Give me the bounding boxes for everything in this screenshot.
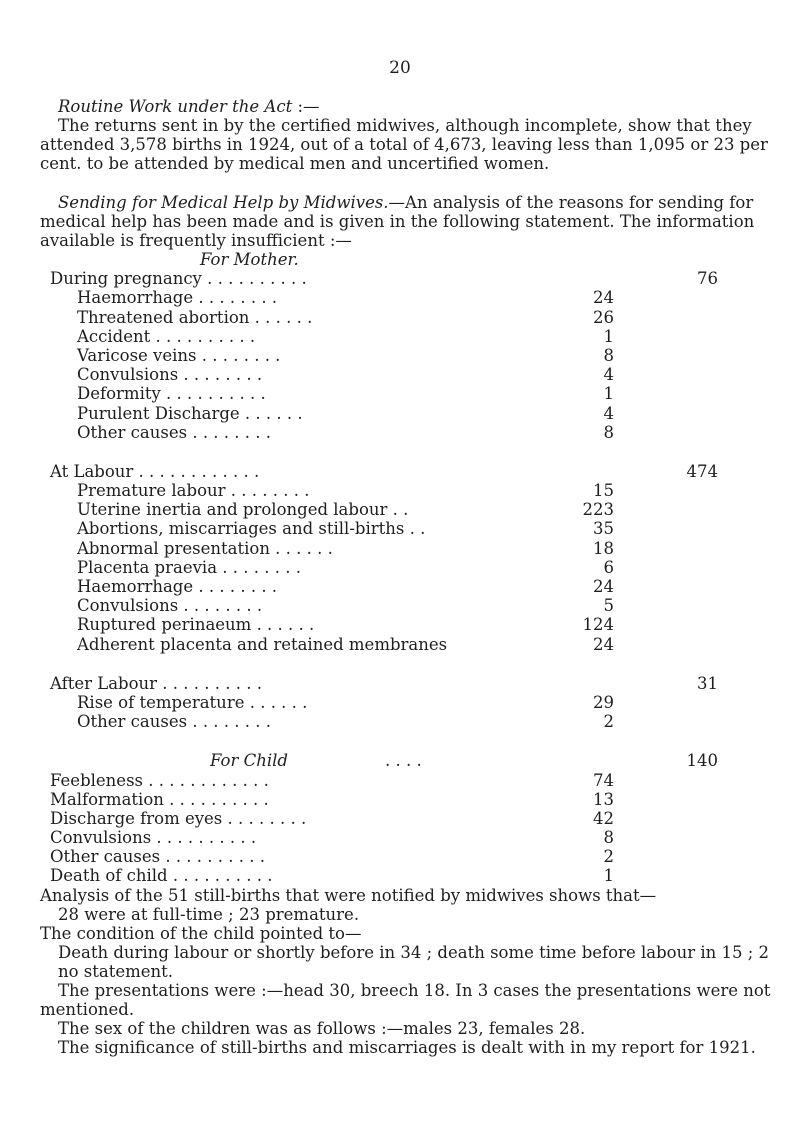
row-label: Other causes . . . . . . . . . . — [50, 847, 265, 867]
row-label: Threatened abortion . . . . . . — [77, 307, 313, 327]
spacer — [40, 654, 780, 674]
table-row — [40, 596, 780, 615]
table-row — [40, 771, 780, 790]
row-label: Abnormal presentation . . . . . . — [77, 538, 333, 558]
row-label: Other causes . . . . . . . . — [77, 712, 272, 732]
sending-heading: Sending for Medical Help by Midwives. — [58, 193, 389, 212]
table-row — [40, 866, 780, 885]
analysis-condition: The condition of the child pointed to— — [40, 923, 362, 943]
mother-table — [40, 250, 780, 886]
spacer — [40, 442, 780, 462]
table-row — [40, 519, 780, 538]
row-label: Haemorrhage . . . . . . . . — [77, 288, 278, 308]
table-row — [40, 384, 780, 403]
table-row — [40, 635, 780, 654]
row-label: Other causes . . . . . . . . — [77, 422, 272, 442]
group-label: At Labour . . . . . . . . . . . . — [50, 461, 260, 481]
row-value: 6 — [603, 557, 614, 577]
mother-heading: For Mother. — [200, 250, 299, 269]
row-label: Uterine inertia and prolonged labour . . — [77, 500, 409, 520]
row-value: 8 — [603, 345, 614, 365]
table-row — [40, 423, 780, 442]
row-value: 124 — [582, 615, 614, 635]
table-row — [40, 558, 780, 577]
row-value: 2 — [603, 712, 614, 732]
row-label: Accident . . . . . . . . . . — [77, 326, 256, 346]
row-value: 1 — [603, 326, 614, 346]
routine-heading: Routine Work under the Act — [58, 97, 293, 116]
analysis-intro: Analysis of the 51 still-births that were notified by midwives shows that— — [40, 885, 657, 905]
row-label: Feebleness . . . . . . . . . . . . — [50, 770, 269, 790]
row-value: 2 — [603, 847, 614, 867]
analysis-full-term: 28 were at full-time ; 23 premature. — [58, 904, 360, 924]
group-label: During pregnancy . . . . . . . . . . — [50, 269, 307, 289]
row-value: 5 — [603, 596, 614, 616]
row-value: 18 — [593, 538, 614, 558]
row-label: Convulsions . . . . . . . . — [77, 596, 263, 616]
row-label: Death of child . . . . . . . . . . — [50, 866, 273, 886]
table-row — [40, 693, 780, 712]
row-label: Abortions, miscarriages and still-births . . — [77, 519, 426, 539]
page-content — [40, 97, 780, 1057]
group-total: 76 — [697, 269, 718, 289]
row-label: Adherent placenta and retained membranes — [77, 634, 448, 654]
table-row — [40, 346, 780, 365]
routine-heading-lead: :— — [292, 97, 320, 116]
table-row — [40, 790, 780, 809]
child-heading: For Child — [210, 751, 288, 771]
row-value: 24 — [593, 288, 614, 308]
table-row — [40, 404, 780, 423]
table-row — [40, 809, 780, 828]
row-label: Varicose veins . . . . . . . . — [77, 345, 281, 365]
group-label: After Labour . . . . . . . . . . — [50, 673, 262, 693]
table-row — [40, 847, 780, 866]
table-row — [40, 500, 780, 519]
row-value: 8 — [603, 828, 614, 848]
row-value: 13 — [593, 789, 614, 809]
table-row — [40, 615, 780, 634]
row-value: 26 — [593, 307, 614, 327]
row-value: 1 — [603, 384, 614, 404]
row-label: Convulsions . . . . . . . . — [77, 365, 263, 385]
table-row — [40, 308, 780, 327]
mother-heading-row — [40, 250, 780, 269]
group-total: 474 — [686, 461, 718, 481]
group-row — [40, 462, 780, 481]
row-value: 8 — [603, 422, 614, 442]
analysis-significance: The significance of still-births and miscarriages is dealt with in my report for 1921. — [58, 1037, 756, 1057]
table-row — [40, 828, 780, 847]
group-total: 31 — [697, 673, 718, 693]
table-row — [40, 365, 780, 384]
row-label: Deformity . . . . . . . . . . — [77, 384, 266, 404]
row-value: 223 — [582, 500, 614, 520]
row-value: 24 — [593, 634, 614, 654]
child-total: 140 — [686, 751, 718, 771]
table-row — [40, 481, 780, 500]
analysis-presentations: The presentations were :—head 30, breech 18. In 3 cases the presentations were not mentioned. — [40, 980, 771, 1019]
row-value: 4 — [603, 403, 614, 423]
row-value: 74 — [593, 770, 614, 790]
row-value: 1 — [603, 866, 614, 886]
routine-heading-line — [40, 97, 780, 116]
analysis-death: Death during labour or shortly before in 34 ; death some time before labour in 15 ; 2 no statement. — [58, 942, 770, 981]
table-row — [40, 712, 780, 731]
child-heading-row — [40, 751, 780, 770]
table-row — [40, 327, 780, 346]
table-row — [40, 539, 780, 558]
row-label: Purulent Discharge . . . . . . — [77, 403, 303, 423]
table-row — [40, 577, 780, 596]
sending-text: —An analysis of the reasons for sending for medical help has been made and is given in the following statement. The information available is frequently insufficient :— — [40, 193, 755, 250]
row-value: 29 — [593, 692, 614, 712]
row-value: 24 — [593, 577, 614, 596]
sending-paragraph — [40, 193, 780, 250]
row-value: 35 — [593, 519, 614, 539]
row-label: Rise of temperature . . . . . . — [77, 692, 308, 712]
group-row — [40, 269, 780, 288]
row-value: 42 — [593, 808, 614, 828]
row-label: Discharge from eyes . . . . . . . . — [50, 808, 307, 828]
analysis-sex: The sex of the children was as follows :—males 23, females 28. — [58, 1018, 586, 1038]
child-heading-dots: . . . . — [385, 751, 422, 771]
row-label: Malformation . . . . . . . . . . — [50, 789, 269, 809]
row-label: Placenta praevia . . . . . . . . — [77, 557, 301, 577]
routine-paragraph: The returns sent in by the certified midwives, although incomplete, show that they attended 3,578 births in 1924, out of a total of 4,673, leaving less than 1,095 or 23 per cent. to be attended by medical men and uncertified women. — [40, 116, 768, 173]
row-value: 15 — [593, 481, 614, 501]
group-row — [40, 674, 780, 693]
row-label: Premature labour . . . . . . . . — [77, 481, 310, 501]
row-value: 4 — [603, 365, 614, 385]
row-label: Haemorrhage . . . . . . . . — [77, 577, 278, 596]
table-row — [40, 288, 780, 307]
row-label: Convulsions . . . . . . . . . . — [50, 828, 257, 848]
spacer — [40, 731, 780, 751]
page-number: 20 — [389, 58, 411, 78]
row-label: Ruptured perinaeum . . . . . . — [77, 615, 315, 635]
